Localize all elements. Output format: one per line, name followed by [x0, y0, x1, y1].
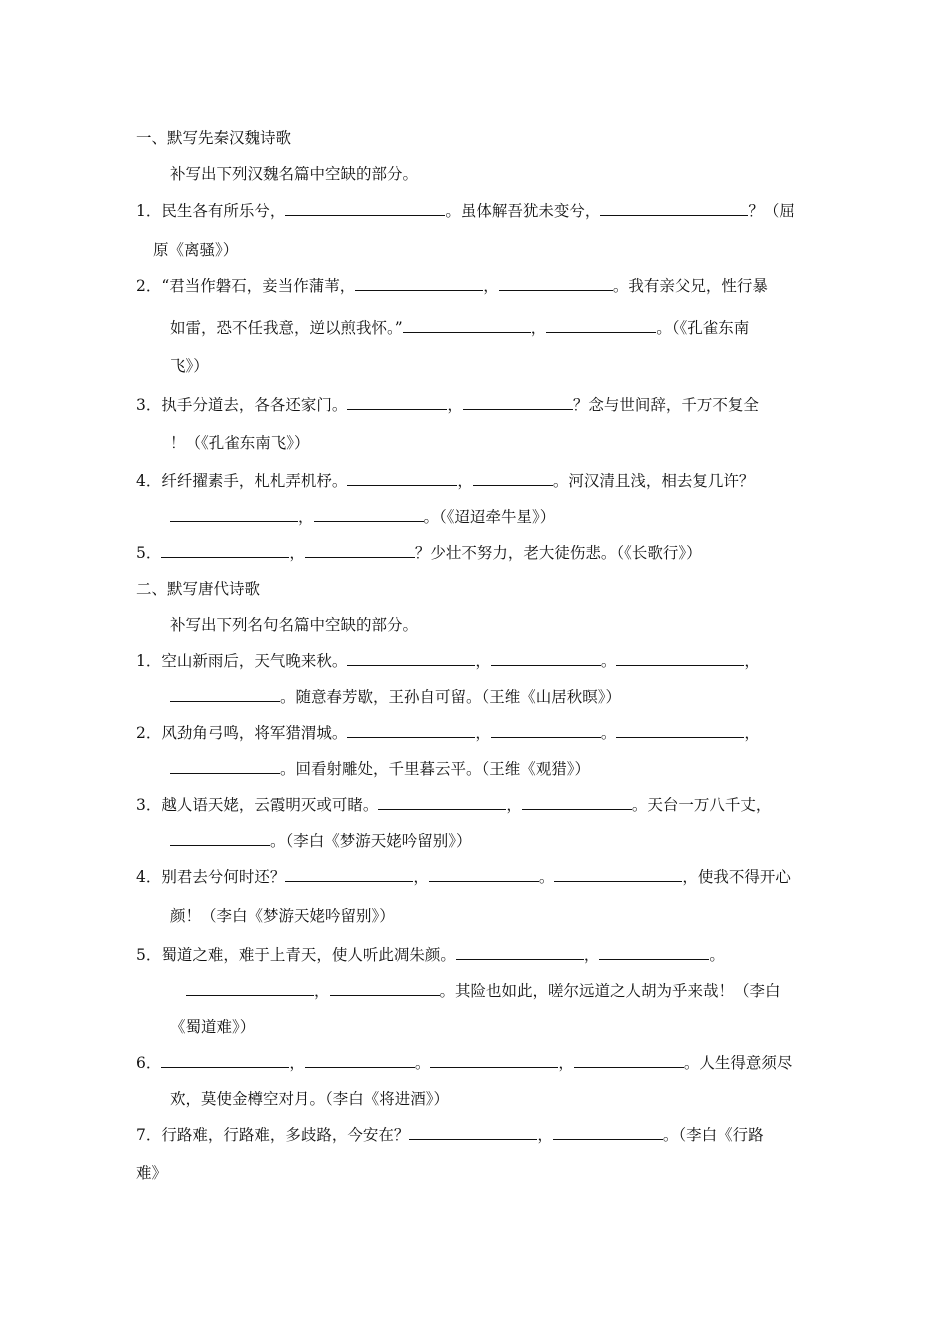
answer-blank[interactable] — [170, 759, 280, 774]
answer-blank[interactable] — [170, 507, 298, 522]
question-line: 4．别君去兮何时还？ ， 。 ，使我不得开心 — [136, 868, 791, 886]
answer-blank[interactable] — [161, 1053, 289, 1068]
answer-blank[interactable] — [305, 1053, 415, 1068]
answer-blank[interactable] — [403, 318, 531, 333]
question-continuation: 飞》） — [170, 357, 209, 375]
question-continuation: 原《离骚》） — [153, 241, 239, 259]
answer-blank[interactable] — [170, 831, 270, 846]
section-heading — [136, 128, 291, 148]
answer-blank[interactable] — [522, 795, 632, 810]
answer-blank[interactable] — [170, 687, 280, 702]
section2-instruction: 补写出下列名句名篇中空缺的部分。 — [170, 616, 419, 634]
question-continuation: 颜！（李白《梦游天姥吟留别》） — [170, 907, 395, 925]
answer-blank[interactable] — [546, 318, 656, 333]
answer-blank[interactable] — [599, 945, 709, 960]
question-line: 2．风劲角弓鸣，将军猎渭城。 ， 。 ， — [136, 724, 760, 742]
answer-blank[interactable] — [409, 1125, 537, 1140]
answer-blank[interactable] — [553, 1125, 663, 1140]
answer-blank[interactable] — [347, 395, 447, 410]
question-line: 5． ， ？少壮不努力，老大徒伤悲。（《长歌行》） — [136, 544, 702, 562]
question-line: 7．行路难，行路难，多歧路，今安在？ ， 。（李白《行路 — [136, 1126, 764, 1144]
answer-blank[interactable] — [574, 1053, 684, 1068]
section1-heading: 一、默写先秦汉魏诗歌 — [136, 129, 292, 147]
answer-blank[interactable] — [473, 471, 553, 486]
answer-blank[interactable] — [456, 945, 584, 960]
answer-blank[interactable] — [430, 1053, 558, 1068]
question-continuation: 。回看射雕处，千里暮云平。（王维《观猎》） — [170, 759, 590, 779]
answer-blank[interactable] — [330, 981, 440, 996]
question-continuation: 如雷，恐不任我意，逆以煎我怀。” ， 。（《孔雀东南 — [170, 319, 750, 337]
answer-blank[interactable] — [491, 651, 601, 666]
question-line: 1．民生各有所乐兮， 。虽体解吾犹未变兮， ？（屈 — [136, 202, 795, 220]
question-continuation: 。（李白《梦游天姥吟留别》） — [170, 831, 472, 851]
section-instruction — [170, 164, 418, 184]
question-line: 6． ， 。 ， 。人生得意须尽 — [136, 1054, 793, 1072]
answer-blank[interactable] — [355, 276, 483, 291]
question-continuation: 。随意春芳歇，王孙自可留。（王维《山居秋暝》） — [170, 687, 621, 707]
answer-blank[interactable] — [347, 723, 475, 738]
answer-blank[interactable] — [314, 507, 424, 522]
question-continuation: 难》 — [136, 1164, 168, 1182]
answer-blank[interactable] — [378, 795, 506, 810]
answer-blank[interactable] — [285, 201, 445, 216]
answer-blank[interactable] — [499, 276, 613, 291]
answer-blank[interactable] — [616, 651, 744, 666]
answer-blank[interactable] — [429, 867, 539, 882]
question-line: 3．执手分道去，各各还家门。 ， ？念与世间辞，千万不复全 — [136, 396, 759, 414]
answer-blank[interactable] — [463, 395, 573, 410]
section2-heading: 二、默写唐代诗歌 — [136, 580, 261, 598]
answer-blank[interactable] — [186, 981, 314, 996]
answer-blank[interactable] — [285, 867, 413, 882]
question-line: 4．纤纤擢素手，札札弄机杼。 ， 。河汉清且浅，相去复几许？ — [136, 472, 755, 490]
question-continuation: 欢，莫使金樽空对月。（李白《将进酒》） — [170, 1090, 450, 1108]
answer-blank[interactable] — [491, 723, 601, 738]
answer-blank[interactable] — [600, 201, 748, 216]
answer-blank[interactable] — [347, 651, 475, 666]
answer-blank[interactable] — [554, 867, 682, 882]
answer-blank[interactable] — [161, 543, 289, 558]
question-continuation: 《蜀道难》） — [170, 1018, 256, 1036]
question-continuation: ， 。（《迢迢牵牛星》） — [170, 507, 555, 527]
question-line: 5．蜀道之难，难于上青天，使人听此凋朱颜。 ， 。 — [136, 946, 725, 964]
question-continuation: ！（《孔雀东南飞》） — [170, 434, 310, 452]
answer-blank[interactable] — [347, 471, 457, 486]
section1-instruction: 补写出下列汉魏名篇中空缺的部分。 — [170, 165, 419, 183]
section-heading — [136, 579, 260, 599]
question-line: 2．“君当作磐石，妾当作蒲苇， ， 。我有亲父兄，性行暴 — [136, 277, 768, 295]
question-line: 3．越人语天姥，云霞明灭或可睹。 ， 。天台一万八千丈， — [136, 796, 772, 814]
section-instruction — [170, 615, 418, 635]
answer-blank[interactable] — [616, 723, 744, 738]
answer-blank[interactable] — [305, 543, 415, 558]
question-continuation: ， 。其险也如此，嗟尔远道之人胡为乎来哉！（李白 — [186, 981, 781, 1001]
question-line: 1．空山新雨后，天气晚来秋。 ， 。 ， — [136, 652, 760, 670]
